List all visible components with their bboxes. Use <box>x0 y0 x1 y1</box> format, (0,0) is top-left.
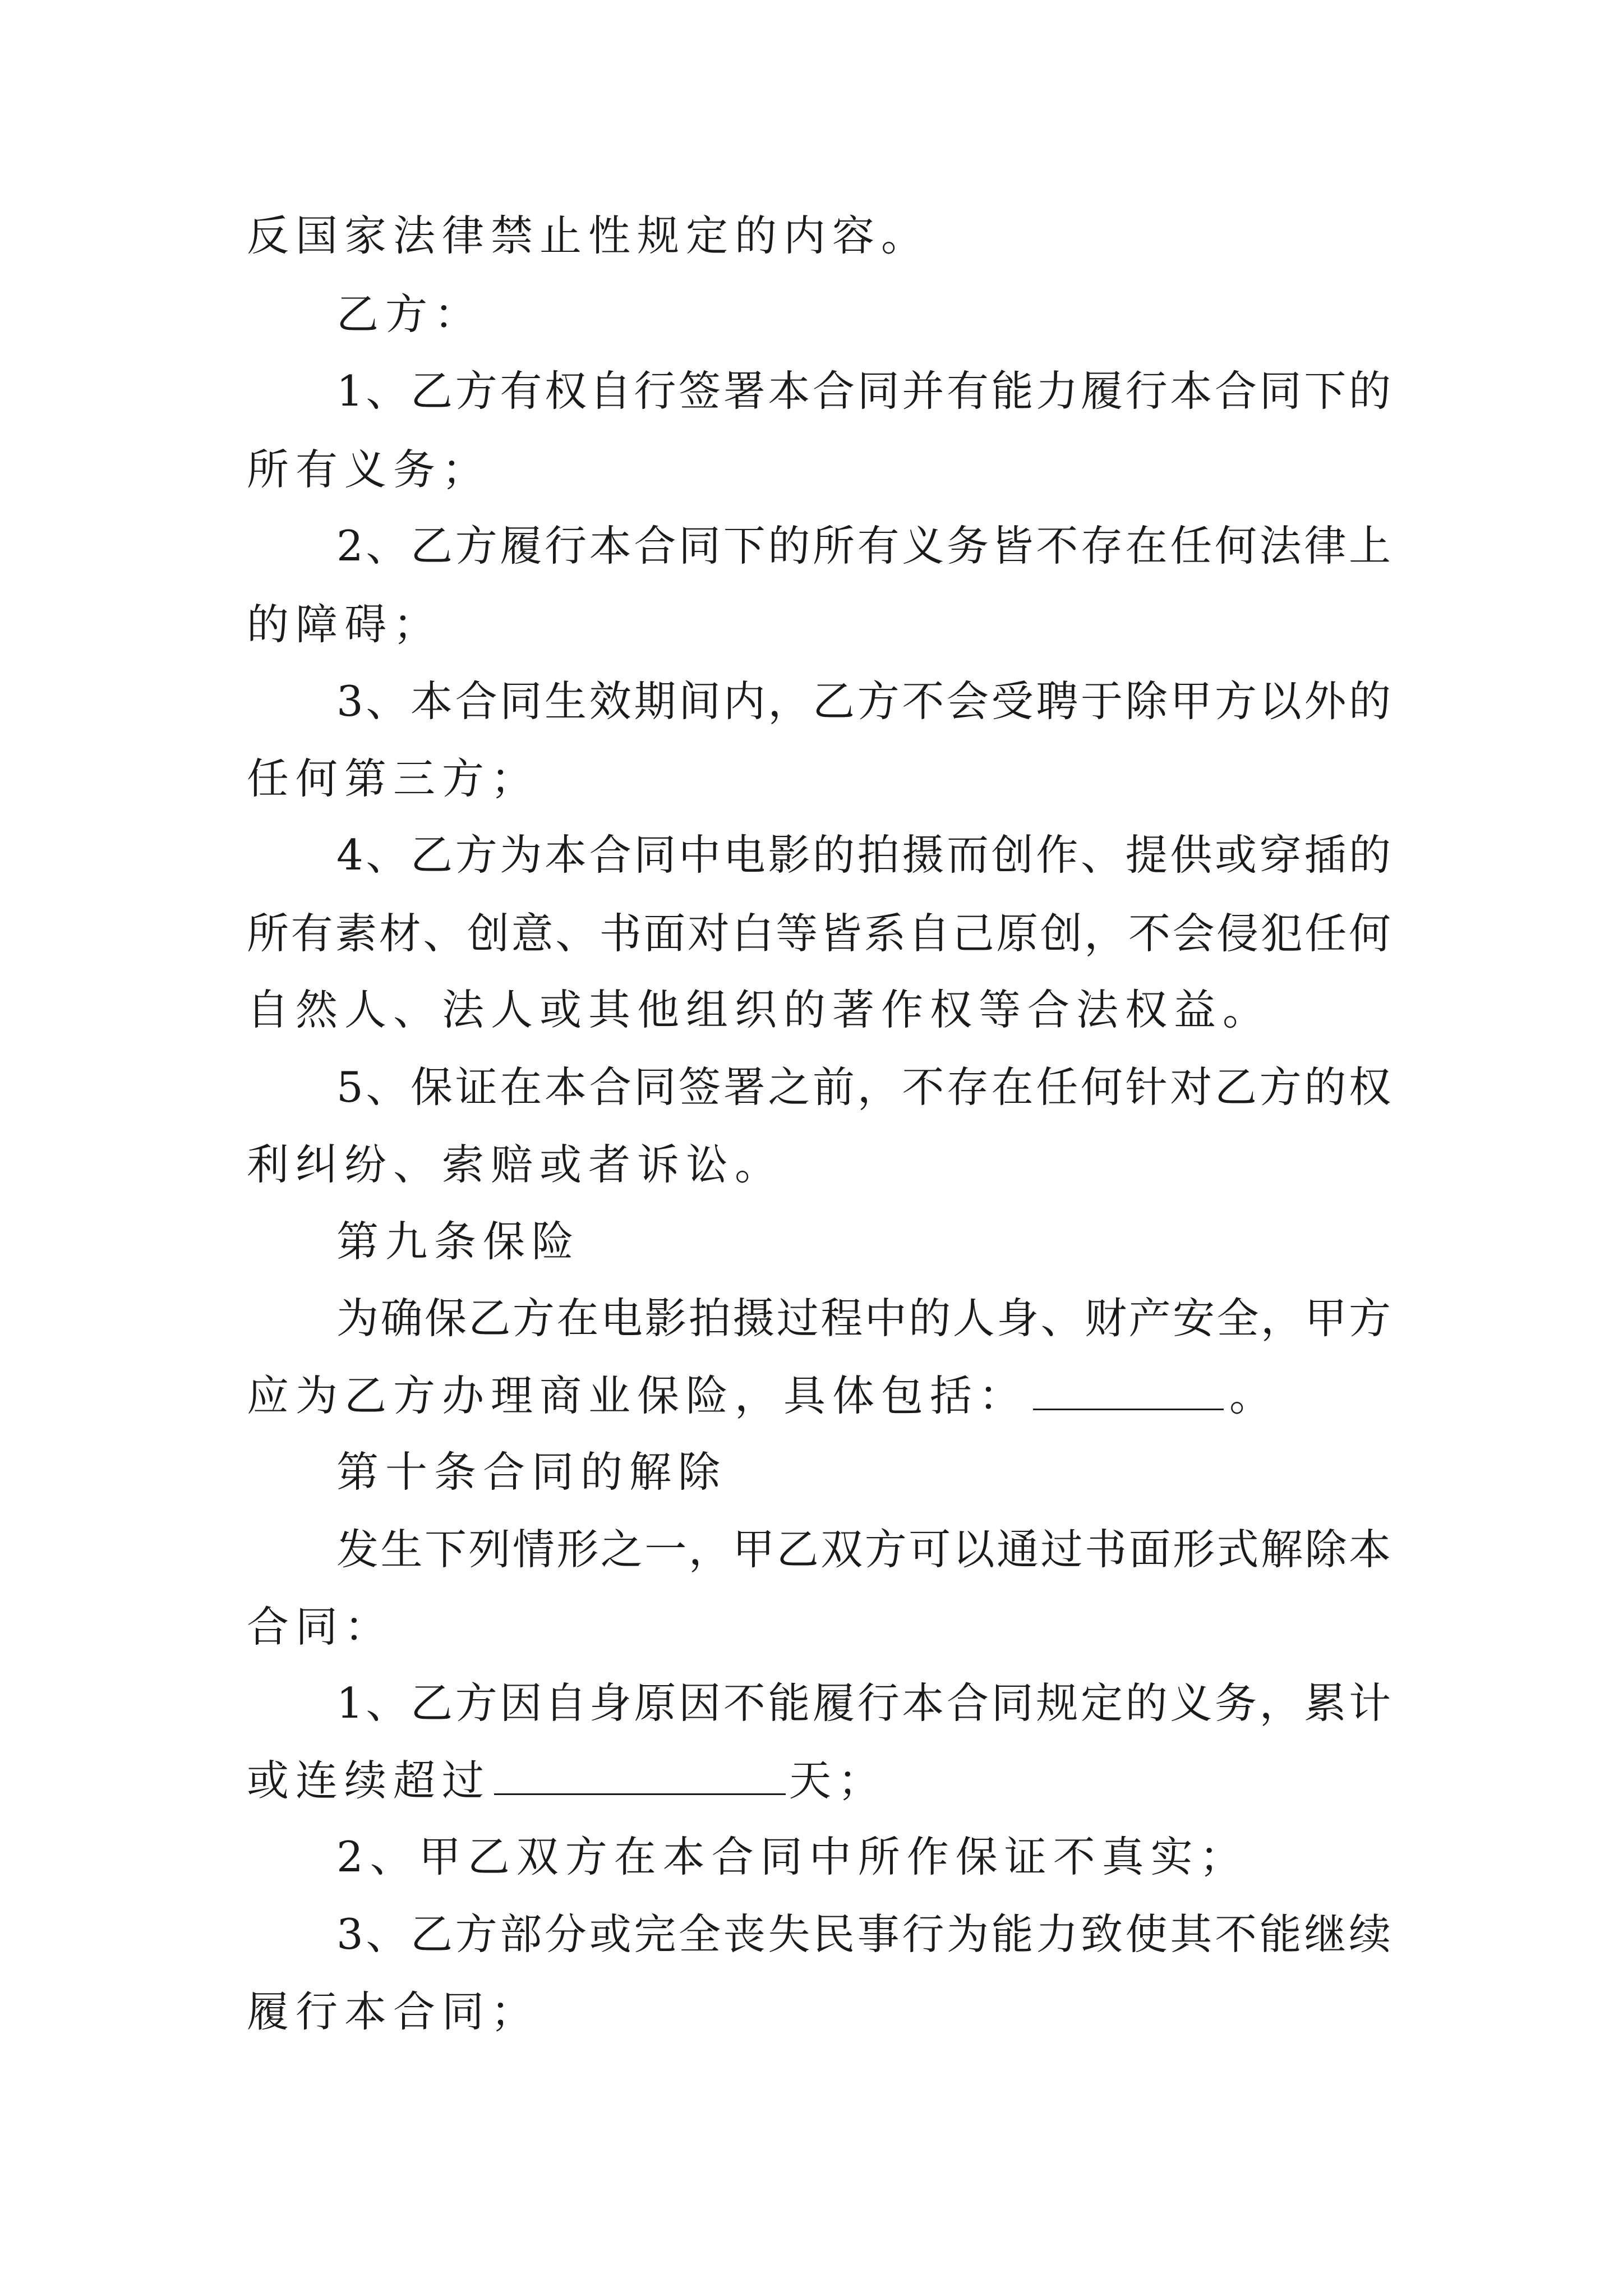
line-text: 自然人、法人或其他组织的著作权等合法权益。 <box>247 985 1272 1034</box>
text-line <box>247 591 1391 658</box>
fill-in-blank <box>494 1759 786 1795</box>
heading-text: 第十条合同的解除 <box>336 1447 727 1497</box>
text-line <box>247 436 1391 503</box>
text-line <box>336 357 1391 425</box>
line-text: 所有素材、创意、书面对白等皆系自己原创，不会侵犯任何 <box>247 909 1391 958</box>
line-text: 反国家法律禁止性规定的内容。 <box>247 211 930 260</box>
line-text: 4、乙方为本合同中电影的拍摄而创作、提供或穿插的 <box>336 830 1391 880</box>
text-line <box>247 202 1391 269</box>
text-line-with-blank <box>247 1747 1391 1814</box>
line-text: 发生下列情形之一，甲乙双方可以通过书面形式解除本 <box>336 1525 1391 1574</box>
text-line <box>247 976 1391 1043</box>
fill-in-blank <box>1033 1374 1224 1410</box>
text-line <box>336 1053 1391 1121</box>
text-line <box>336 1901 1391 1968</box>
section-label <box>336 280 1391 348</box>
line-text: 应为乙方办理商业保险，具体包括： <box>247 1371 1028 1420</box>
section-heading <box>336 1208 1391 1275</box>
text-line <box>336 512 1391 579</box>
line-text: 3、乙方部分或完全丧失民事行为能力致使其不能继续 <box>336 1910 1391 1959</box>
line-text: 乙方： <box>336 289 483 339</box>
section-heading <box>336 1438 1391 1506</box>
line-text: 。 <box>1229 1371 1279 1420</box>
line-text: 为确保乙方在电影拍摄过程中的人身、财产安全，甲方 <box>336 1294 1391 1343</box>
text-line <box>247 1978 1391 2045</box>
text-line <box>336 1669 1391 1737</box>
text-line <box>336 821 1391 889</box>
line-text: 2、乙方履行本合同下的所有义务皆不存在任何法律上 <box>336 521 1391 570</box>
text-line <box>336 668 1391 735</box>
text-line <box>247 1131 1391 1198</box>
line-text: 履行本合同； <box>247 1987 540 2036</box>
line-text: 或连续超过 <box>247 1756 491 1805</box>
line-text: 任何第三方； <box>247 754 540 803</box>
line-text: 的障碍； <box>247 600 442 649</box>
text-line <box>336 1285 1391 1352</box>
text-line <box>247 1593 1391 1660</box>
line-text: 3、本合同生效期间内，乙方不会受聘于除甲方以外的 <box>336 677 1391 726</box>
line-text: 5、保证在本合同签署之前，不存在任何针对乙方的权 <box>336 1062 1391 1112</box>
line-text: 所有义务； <box>247 445 491 494</box>
text-line <box>247 745 1391 812</box>
line-text: 2、甲乙双方在本合同中所作保证不真实； <box>336 1832 1248 1881</box>
line-text: 1、乙方因自身原因不能履行本合同规定的义务，累计 <box>336 1678 1391 1728</box>
text-line <box>336 1823 1391 1890</box>
text-line <box>336 1516 1391 1583</box>
text-line <box>247 900 1391 967</box>
heading-text: 第九条保险 <box>336 1217 581 1266</box>
line-text: 1、乙方有权自行签署本合同并有能力履行本合同下的 <box>336 366 1391 416</box>
text-line-with-blank <box>247 1362 1391 1429</box>
line-text: 合同： <box>247 1602 394 1651</box>
line-text: 利纠纷、索赔或者诉讼。 <box>247 1140 784 1189</box>
line-text: 天； <box>789 1756 887 1805</box>
